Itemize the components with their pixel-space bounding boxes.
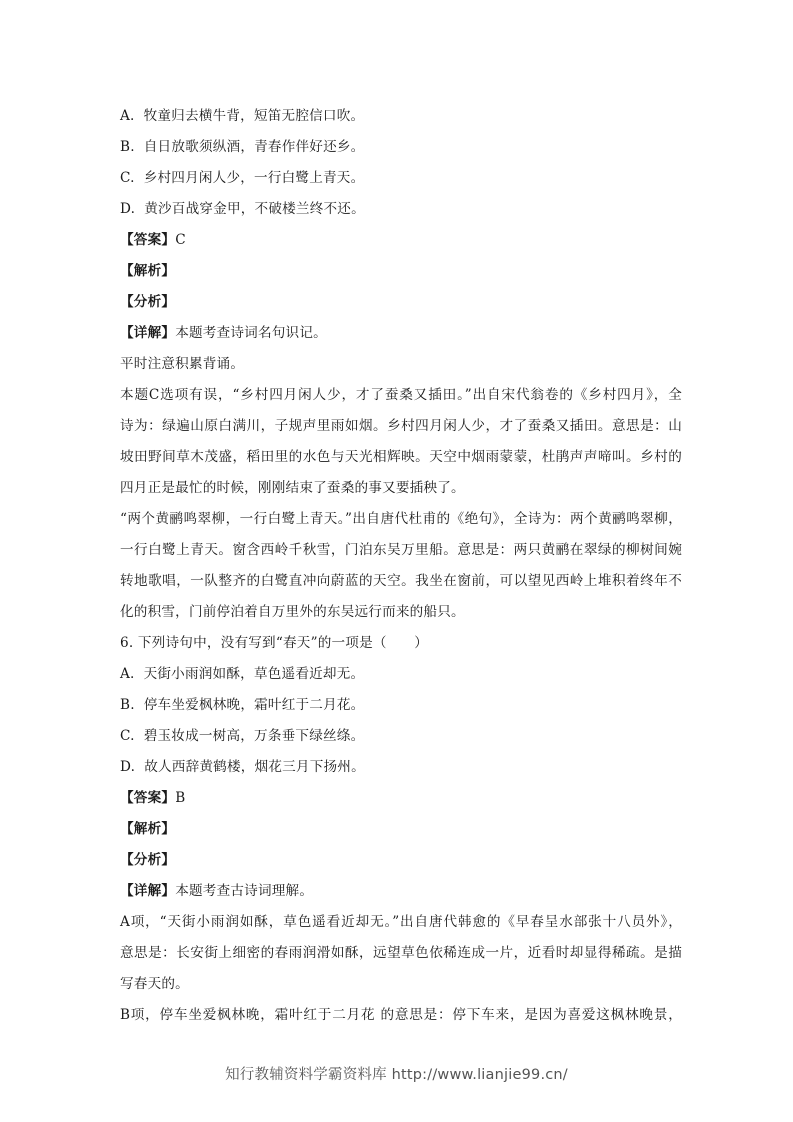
section-heading: 【分析】 [120, 852, 176, 868]
q6-xiangjie [120, 876, 682, 907]
answer-value: C [175, 232, 186, 248]
q5-option-c [120, 163, 682, 194]
option-text: 故人西辞黄鹤楼，烟花三月下扬州。 [144, 759, 365, 775]
paragraph-line: 坡田野间草木茂盛，稻田里的水色与天光相辉映。天空中烟雨蒙蒙，杜鹃声声啼叫。乡村的 [120, 449, 682, 465]
option-label: A. [120, 666, 135, 682]
answer-tag: 【答案】 [120, 232, 176, 248]
option-label: D. [120, 759, 136, 775]
q6-jiexi-heading [120, 814, 682, 845]
detail-text: 本题考查古诗词理解。 [175, 883, 314, 899]
q6-option-c [120, 721, 682, 752]
q6-answer [120, 783, 682, 814]
paragraph-line: “两个黄鹂鸣翠柳，一行白鹭上青天。”出自唐代杜甫的《绝句》，全诗为：两个黄鹂鸣翠柳， [120, 511, 682, 527]
q5-jiexi-heading [120, 256, 682, 287]
document-page [120, 101, 682, 1031]
q5-xiangjie [120, 318, 682, 349]
q6-option-d [120, 752, 682, 783]
option-text: 碧玉妆成一树高，万条垂下绿丝绦。 [143, 728, 365, 744]
q5-option-a [120, 101, 682, 132]
section-heading: 【详解】 [120, 325, 176, 341]
q5-option-d [120, 194, 682, 225]
paragraph-line: 意思是：长安街上细密的春雨润滑如酥，远望草色依稀连成一片，近看时却显得稀疏。是描 [120, 945, 682, 961]
q5-option-b [120, 132, 682, 163]
paragraph-line: 化的积雪，门前停泊着自万里外的东吴远行而来的船只。 [120, 604, 465, 620]
paragraph-line: 本题C选项有误，“乡村四月闲人少，才了蚕桑又插田。”出自宋代翁卷的《乡村四月》，全 [120, 387, 682, 403]
option-label: C. [120, 728, 135, 744]
option-label: B. [120, 697, 135, 713]
section-heading: 【解析】 [120, 821, 176, 837]
paragraph-line: B项，停车坐爱枫林晚，霜叶红于二月花 的意思是：停下车来，是因为喜爱这枫林晚景， [120, 1007, 682, 1023]
paragraph-line: 转地歌唱，一队整齐的白鹭直冲向蔚蓝的天空。我坐在窗前，可以望见西岭上堆积着终年不 [120, 573, 682, 589]
answer-value: B [175, 790, 186, 806]
option-text: 乡村四月闲人少，一行白鹭上青天。 [143, 170, 365, 186]
option-text: 自日放歌须纵酒，青春作伴好还乡。 [143, 139, 365, 155]
q6-option-b [120, 690, 682, 721]
option-text: 停车坐爱枫林晚，霜叶红于二月花。 [143, 697, 365, 713]
option-text: 黄沙百战穿金甲，不破楼兰终不还。 [144, 201, 365, 217]
option-label: B. [120, 139, 135, 155]
q6-fenxi-heading [120, 845, 682, 876]
q6-option-a [120, 659, 682, 690]
paragraph-line: 诗为：绿遍山原白满川，子规声里雨如烟。乡村四月闲人少，才了蚕桑又插田。意思是：山 [120, 418, 682, 434]
section-heading: 【解析】 [120, 263, 176, 279]
option-text: 天街小雨润如酥，草色遥看近却无。 [143, 666, 365, 682]
section-heading: 【详解】 [120, 883, 176, 899]
watermark-footer: 知行教辅资料学霸资料库 http://www.lianjie99.cn/ [225, 1067, 568, 1083]
paragraph-line: 一行白鹭上青天。窗含西岭千秋雪，门泊东吴万里船。意思是：两只黄鹂在翠绿的柳树间婉 [120, 542, 682, 558]
q5-answer [120, 225, 682, 256]
q5-fenxi-heading [120, 287, 682, 318]
paragraph-line: 四月正是最忙的时候，刚刚结束了蚕桑的事又要插秧了。 [120, 480, 465, 496]
q5-note: 平时注意积累背诵。 [120, 356, 245, 372]
option-label: A. [120, 108, 135, 124]
q6-stem: 6. 下列诗句中，没有写到“春天”的一项是（ ） [120, 635, 429, 651]
paragraph-line: 写春天的。 [120, 976, 189, 992]
paragraph-line: A项，“天街小雨润如酥，草色遥看近却无。”出自唐代韩愈的《早春呈水部张十八员外》， [120, 914, 682, 930]
option-label: D. [120, 201, 136, 217]
detail-text: 本题考查诗词名句识记。 [175, 325, 327, 341]
option-text: 牧童归去横牛背，短笛无腔信口吹。 [143, 108, 365, 124]
option-label: C. [120, 170, 135, 186]
answer-tag: 【答案】 [120, 790, 176, 806]
section-heading: 【分析】 [120, 294, 176, 310]
